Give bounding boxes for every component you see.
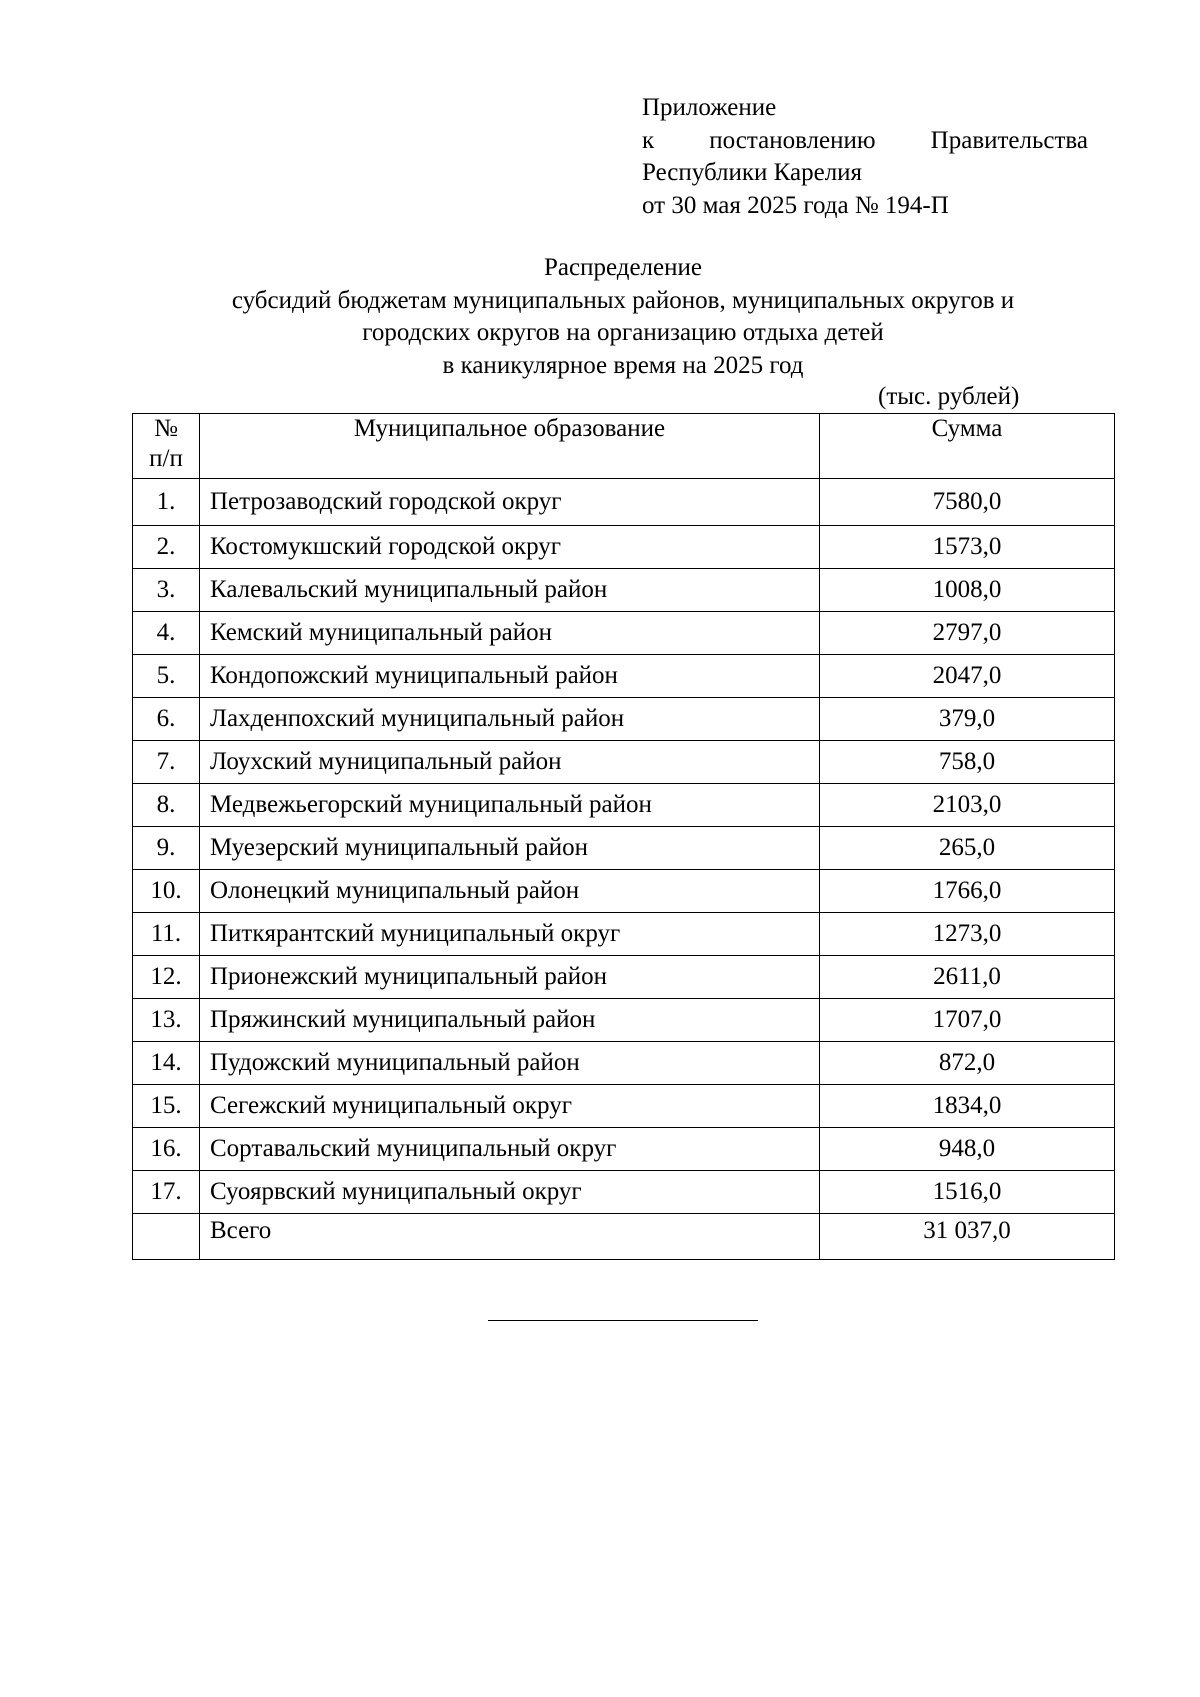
row-municipality: Лахденпохский муниципальный район [200, 698, 820, 741]
row-municipality: Костомукшский городской округ [200, 526, 820, 569]
header-number-line-1: № [154, 415, 178, 442]
table-row [133, 526, 1115, 569]
annex-line-4: от 30 мая 2025 года № 194-П [642, 191, 949, 219]
document-title [0, 252, 1200, 382]
row-sum: 1707,0 [820, 999, 1115, 1042]
table-row [133, 1171, 1115, 1214]
table-row [133, 569, 1115, 612]
total-label: Всего [200, 1214, 820, 1260]
total-number-empty [133, 1214, 200, 1260]
row-municipality: Пудожский муниципальный район [200, 1042, 820, 1085]
units-note: (тыс. рублей) [878, 383, 1020, 410]
row-municipality: Прионежский муниципальный район [200, 956, 820, 999]
table-row [133, 870, 1115, 913]
row-number: 1. [133, 479, 200, 526]
row-municipality: Калевальский муниципальный район [200, 569, 820, 612]
header-municipality: Муниципальное образование [200, 414, 820, 479]
table-row [133, 612, 1115, 655]
title-line-3: городских округов на организацию отдыха детей [362, 319, 884, 346]
table-row [133, 999, 1115, 1042]
row-municipality: Муезерский муниципальный район [200, 827, 820, 870]
row-number: 16. [133, 1128, 200, 1171]
table-row [133, 655, 1115, 698]
annex-line-2 [642, 125, 1088, 158]
row-sum: 379,0 [820, 698, 1115, 741]
row-municipality: Кондопожский муниципальный район [200, 655, 820, 698]
row-number: 13. [133, 999, 200, 1042]
row-sum: 1573,0 [820, 526, 1115, 569]
table-row [133, 1128, 1115, 1171]
row-sum: 2103,0 [820, 784, 1115, 827]
row-number: 6. [133, 698, 200, 741]
table-row [133, 698, 1115, 741]
total-sum: 31 037,0 [820, 1214, 1115, 1260]
row-number: 15. [133, 1085, 200, 1128]
annex-line-2-word-1: к [642, 126, 655, 154]
title-line-2: субсидий бюджетам муниципальных районов, муниципальных округов и [231, 286, 1015, 314]
row-municipality: Олонецкий муниципальный район [200, 870, 820, 913]
row-number: 9. [133, 827, 200, 870]
row-sum: 1516,0 [820, 1171, 1115, 1214]
annex-block [642, 92, 1088, 222]
header-sum: Сумма [820, 414, 1115, 479]
row-municipality: Петрозаводский городской округ [200, 479, 820, 526]
title-line-1: Распределение [544, 254, 702, 281]
row-municipality: Сортавальский муниципальный округ [200, 1128, 820, 1171]
row-sum: 1766,0 [820, 870, 1115, 913]
row-municipality: Пряжинский муниципальный район [200, 999, 820, 1042]
row-municipality: Суоярвский муниципальный округ [200, 1171, 820, 1214]
row-sum: 265,0 [820, 827, 1115, 870]
row-number: 12. [133, 956, 200, 999]
table-total-row [133, 1214, 1115, 1260]
header-number [133, 414, 200, 479]
row-number: 17. [133, 1171, 200, 1214]
annex-line-2-word-2: постановлению [709, 126, 876, 154]
row-sum: 872,0 [820, 1042, 1115, 1085]
row-number: 4. [133, 612, 200, 655]
title-line-4: в каникулярное время на 2025 год [442, 351, 804, 379]
distribution-table [132, 413, 1115, 1260]
table-row [133, 784, 1115, 827]
row-number: 11. [133, 913, 200, 956]
row-sum: 758,0 [820, 741, 1115, 784]
table-header-row [133, 414, 1115, 479]
table-row [133, 913, 1115, 956]
table-row [133, 479, 1115, 526]
row-number: 14. [133, 1042, 200, 1085]
row-sum: 2797,0 [820, 612, 1115, 655]
row-number: 8. [133, 784, 200, 827]
row-municipality: Медвежьегорский муниципальный район [200, 784, 820, 827]
table-row [133, 956, 1115, 999]
row-number: 10. [133, 870, 200, 913]
row-number: 3. [133, 569, 200, 612]
row-sum: 1008,0 [820, 569, 1115, 612]
row-municipality: Кемский муниципальный район [200, 612, 820, 655]
row-sum: 1273,0 [820, 913, 1115, 956]
row-sum: 2611,0 [820, 956, 1115, 999]
table-row [133, 741, 1115, 784]
row-sum: 1834,0 [820, 1085, 1115, 1128]
row-sum: 7580,0 [820, 479, 1115, 526]
annex-line-1: Приложение [642, 94, 777, 121]
row-number: 5. [133, 655, 200, 698]
end-rule [488, 1320, 758, 1321]
row-sum: 2047,0 [820, 655, 1115, 698]
row-municipality: Питкярантский муниципальный округ [200, 913, 820, 956]
row-number: 2. [133, 526, 200, 569]
header-number-line-2: п/п [149, 445, 183, 472]
table-row [133, 1042, 1115, 1085]
table-row [133, 827, 1115, 870]
row-municipality: Сегежский муниципальный округ [200, 1085, 820, 1128]
row-municipality: Лоухский муниципальный район [200, 741, 820, 784]
row-sum: 948,0 [820, 1128, 1115, 1171]
table-row [133, 1085, 1115, 1128]
annex-line-2-word-3: Правительства [930, 126, 1088, 154]
annex-line-3: Республики Карелия [642, 159, 863, 186]
row-number: 7. [133, 741, 200, 784]
